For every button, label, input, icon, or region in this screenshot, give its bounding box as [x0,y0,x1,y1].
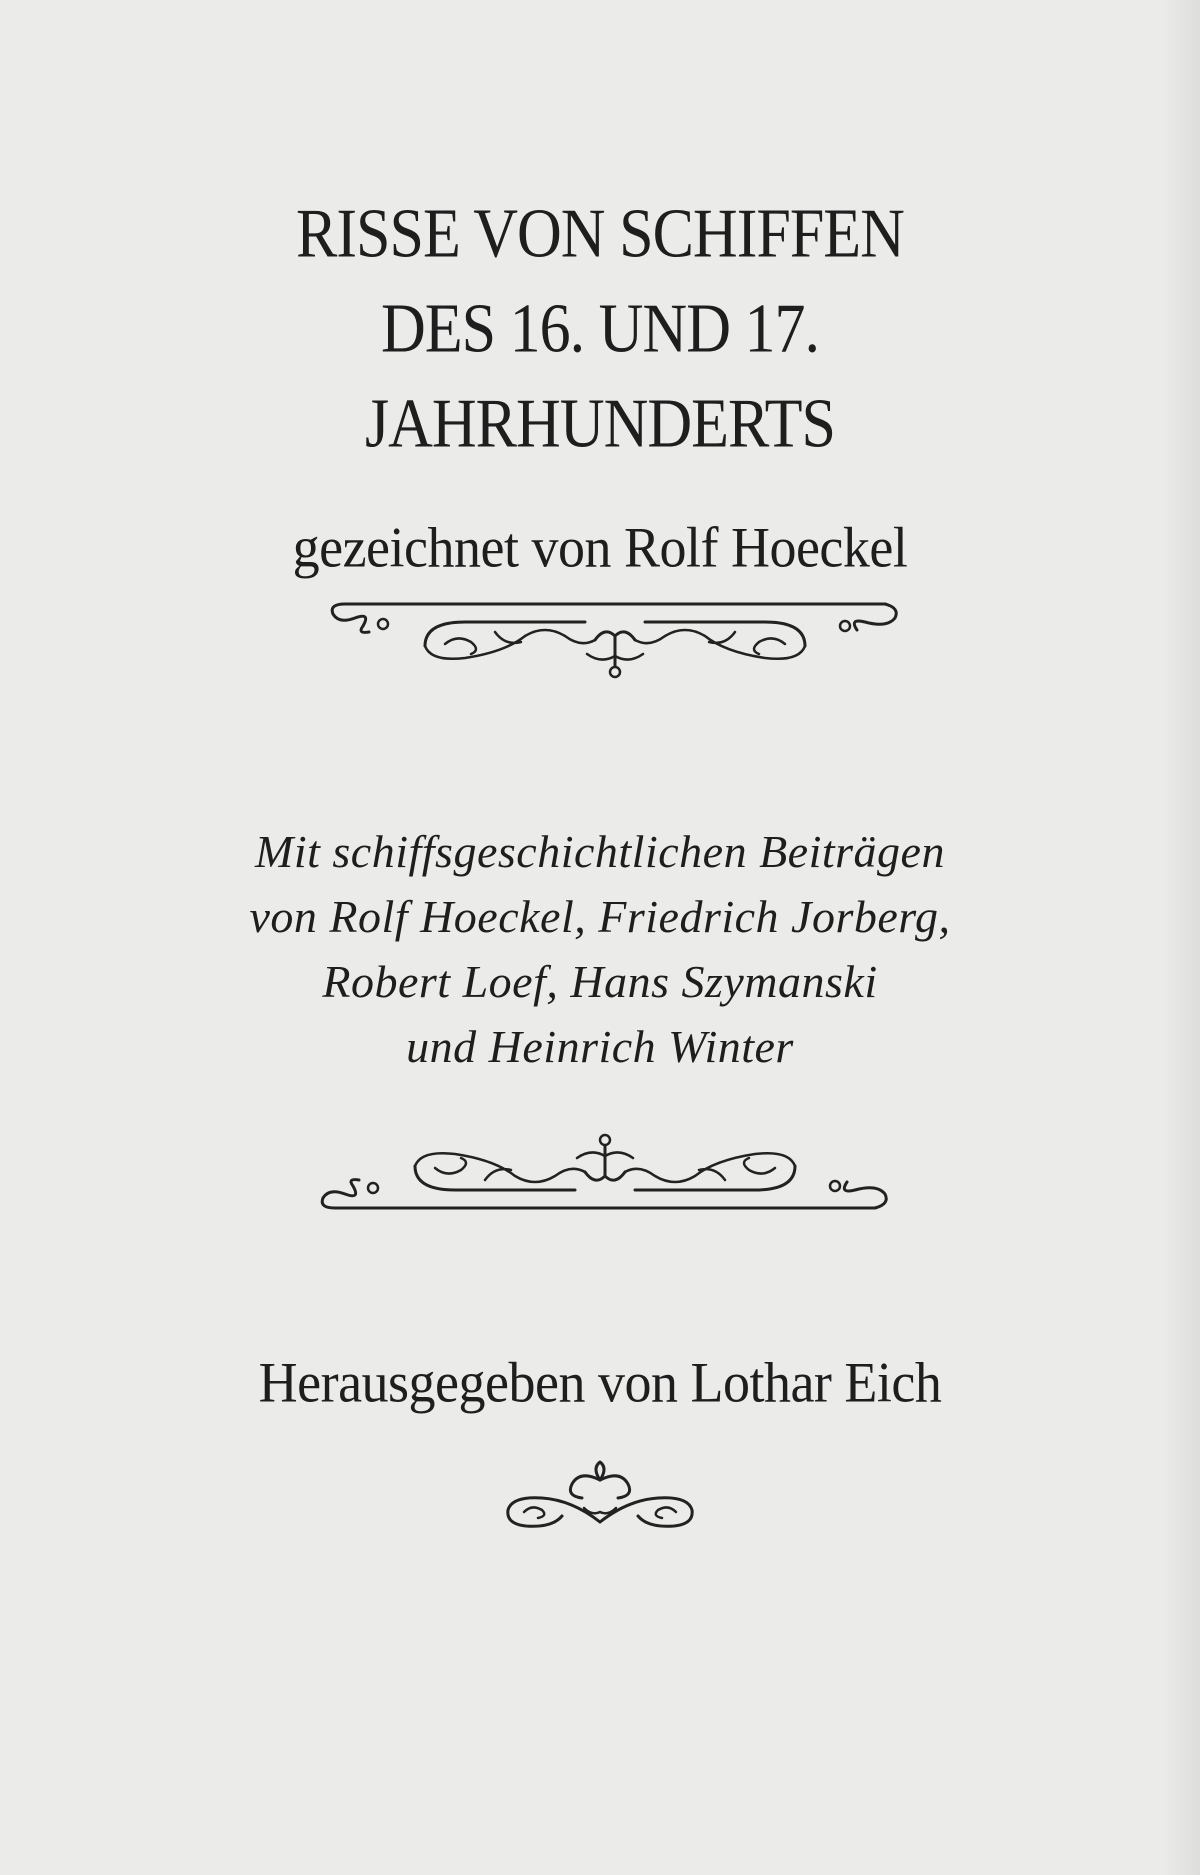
book-title-line-2: DES 16. UND 17. [381,291,819,368]
book-title-line-1: RISSE VON SCHIFFEN [296,196,904,273]
contributors-line-4: und Heinrich Winter [406,1021,794,1072]
small-scroll-ornament-icon [502,1460,698,1536]
book-title-line-3: JAHRHUNDERTS [365,386,835,463]
editor-line: Herausgegeben von Lothar Eich [258,1351,942,1415]
contributors-line-1: Mit schiffsgeschichtlichen Beiträgen [255,826,945,877]
scroll-ornament-icon [315,1132,895,1216]
contributors-line-3: Robert Loef, Hans Szymanski [322,956,878,1007]
scroll-ornament-icon [325,596,905,680]
book-subtitle: gezeichnet von Rolf Hoeckel [292,516,908,580]
contributors-line-2: von Rolf Hoeckel, Friedrich Jorberg, [249,891,951,942]
